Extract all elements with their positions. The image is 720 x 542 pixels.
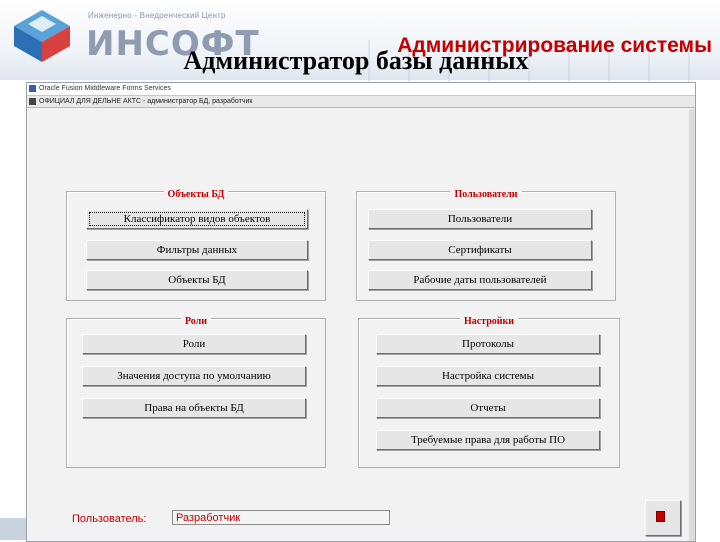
form-titlebar: [27, 96, 695, 108]
object-types-classifier-button[interactable]: Классификатор видов объектов: [86, 209, 308, 229]
vertical-scrollbar[interactable]: [689, 109, 695, 541]
slide-title: Администрирование системы: [397, 34, 712, 57]
group-db-objects-label: Объекты БД: [164, 189, 229, 200]
default-access-values-button[interactable]: Значения доступа по умолчанию: [82, 366, 306, 386]
reports-button[interactable]: Отчеты: [376, 398, 600, 418]
oracle-app-icon: [29, 85, 36, 92]
form-title: Администратор базы данных: [183, 46, 529, 75]
user-working-dates-button[interactable]: Рабочие даты пользователей: [368, 270, 592, 290]
users-button[interactable]: Пользователи: [368, 209, 592, 229]
logo-subtitle: Инженерно - Внедренческий Центр: [88, 11, 226, 20]
logo-title: ИНСОФТ: [86, 24, 260, 64]
protocols-button[interactable]: Протоколы: [376, 334, 600, 354]
exit-door-icon: [656, 511, 665, 522]
system-settings-button[interactable]: Настройка системы: [376, 366, 600, 386]
certificates-button[interactable]: Сертификаты: [368, 240, 592, 260]
form-window-icon: [29, 98, 36, 105]
slide-footer-strip: [0, 518, 26, 540]
browser-title: Oracle Fusion Middleware Forms Services: [39, 85, 171, 92]
db-object-rights-button[interactable]: Права на объекты БД: [82, 398, 306, 418]
user-field: Разработчик: [172, 510, 390, 525]
group-users-label: Пользователи: [450, 189, 521, 200]
data-filters-button[interactable]: Фильтры данных: [86, 240, 308, 260]
form-window-title: ОФИЦИАЛ ДЛЯ ДЕЛЬНЕ АКТС - администратор БД, разработчик: [39, 98, 253, 105]
group-roles-label: Роли: [181, 316, 211, 327]
db-objects-button[interactable]: Объекты БД: [86, 270, 308, 290]
user-label: Пользователь:: [72, 513, 147, 525]
browser-titlebar: [27, 83, 695, 96]
required-rights-button[interactable]: Требуемые права для работы ПО: [376, 430, 600, 450]
group-settings-label: Настройки: [460, 316, 518, 327]
roles-button[interactable]: Роли: [82, 334, 306, 354]
exit-button[interactable]: [645, 500, 681, 536]
